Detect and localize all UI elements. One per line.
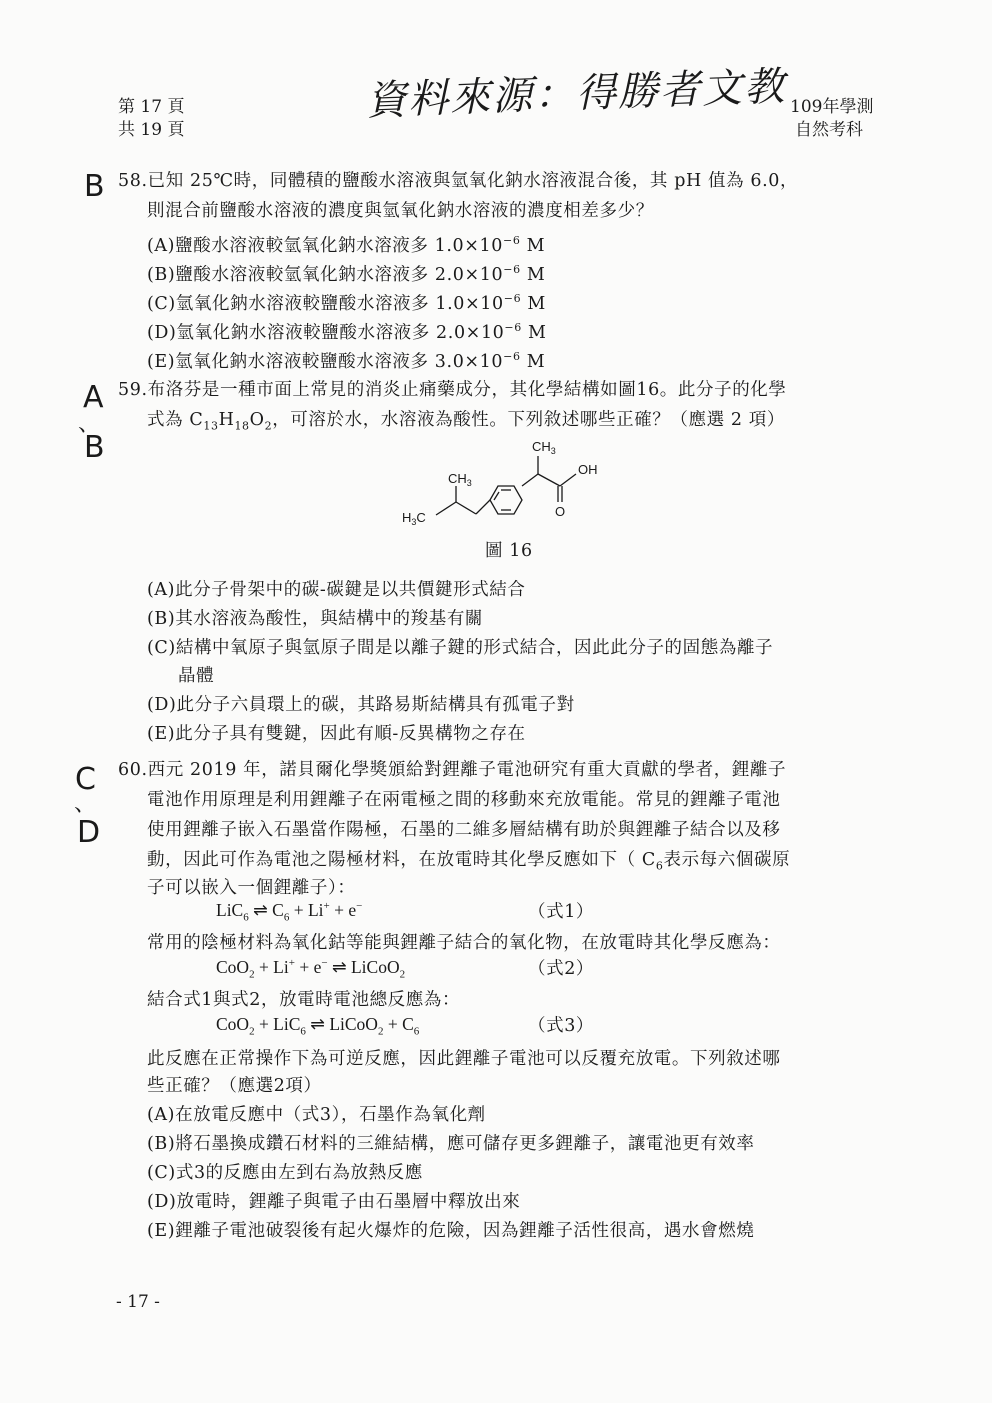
methyl-label-left: $H_3C$: [402, 510, 426, 526]
bond-ch3-ch: [436, 502, 456, 515]
figure-caption: 圖 16: [485, 541, 533, 561]
subject-label: 自然考科: [795, 120, 863, 140]
carbonyl-oxygen-label: O: [555, 504, 566, 519]
source-watermark: 資料來源：得勝者文教: [365, 63, 787, 125]
handwritten-answer-q60-second: D: [77, 815, 101, 850]
methyl-label-top: $CH_3$: [532, 439, 556, 456]
total-pages-label: 共 19 頁: [118, 120, 185, 140]
q59-option-d: (D)此分子六員環上的碳，其路易斯結構具有孤電子對: [147, 695, 575, 715]
q59-stem-line2: 式為 $C_{13}H_{18}O_2$，可溶於水，水溶液為酸性。下列敘述哪些正確？（應選 2 項）: [147, 410, 785, 433]
q60-option-a: (A)在放電反應中（式3），石墨作為氧化劑: [147, 1105, 486, 1125]
handwritten-answer-q58: B: [84, 169, 105, 204]
equation-3: CoO$_2$ + LiC$_6$ ⇌ LiCoO$_2$ + $C_6$: [216, 1014, 420, 1038]
handwritten-answer-q59-second: B: [84, 430, 105, 465]
q59-option-b: (B)其水溶液為酸性，與結構中的羧基有關: [147, 609, 484, 629]
q59-option-a: (A)此分子骨架中的碳-碳鍵是以共價鍵形式結合: [147, 580, 526, 600]
hydroxyl-label: OH: [578, 462, 598, 477]
bond-c-oh: [560, 474, 576, 486]
equation-3-label: （式3）: [528, 1016, 595, 1036]
q60-stem-line4: 動，因此可作為電池之陽極材料，在放電時其化學反應如下（ $C_6$表示每六個碳原: [147, 850, 791, 873]
equation-2-label: （式2）: [528, 959, 595, 979]
equation-1: LiC$_6$ ⇌ $C_6 + Li^+ + e^-$: [216, 900, 363, 924]
q60-option-b: (B)將石墨換成鑽石材料的三維結構，應可儲存更多鋰離子，讓電池更有效率: [147, 1134, 755, 1154]
handwritten-answer-q60-separator: 、: [74, 792, 97, 817]
bond-ch2-ring: [476, 500, 490, 514]
q60-option-c: (C)式3的反應由左到右為放熱反應: [147, 1163, 423, 1183]
q58-option-a: (A)鹽酸水溶液較氫氧化鈉水溶液多 $1.0\times 10^{-6}$ M: [147, 234, 546, 256]
q60-option-e: (E)鋰離子電池破裂後有起火爆炸的危險，因為鋰離子活性很高，遇水會燃燒: [147, 1221, 755, 1241]
handwritten-answer-q59-separator: 、: [78, 412, 101, 437]
ibuprofen-structure-diagram: [398, 438, 618, 526]
q60-stem-line8: 此反應在正常操作下為可逆反應，因此鋰離子電池可以反覆充放電。下列敘述哪: [147, 1049, 781, 1069]
bond-ch-cooh: [538, 474, 560, 486]
equation-1-label: （式1）: [528, 902, 595, 922]
q60-stem-line2: 電池作用原理是利用鋰離子在兩電極之間的移動來充放電能。常見的鋰離子電池: [147, 790, 781, 810]
q58-stem-line2: 則混合前鹽酸水溶液的濃度與氫氧化鈉水溶液的濃度相差多少？: [147, 201, 654, 221]
q60-option-d: (D)放電時，鋰離子與電子由石墨層中釋放出來: [147, 1192, 521, 1212]
q60-stem-line7: 結合式1與式2，放電時電池總反應為：: [147, 990, 461, 1010]
q60-stem-line3: 使用鋰離子嵌入石墨當作陽極，石墨的二維多層結構有助於與鋰離子結合以及移: [147, 820, 781, 840]
q60-stem-line9: 些正確？（應選2項）: [147, 1076, 322, 1096]
q58-option-d: (D)氫氧化鈉水溶液較鹽酸水溶液多 $2.0\times 10^{-6}$ M: [147, 321, 547, 343]
q60-stem-line6: 常用的陰極材料為氧化鈷等能與鋰離子結合的氧化物，在放電時其化學反應為：: [147, 933, 781, 953]
ring-double-bond-3: [494, 492, 499, 500]
footer-page-number: - 17 -: [116, 1292, 160, 1312]
q58-option-e: (E)氫氧化鈉水溶液較鹽酸水溶液多 $3.0\times 10^{-6}$ M: [147, 350, 546, 372]
methyl-label-mid: $CH_3$: [448, 471, 472, 488]
bond-ch-ch2: [456, 502, 476, 514]
q58-option-b: (B)鹽酸水溶液較氫氧化鈉水溶液多 $2.0\times 10^{-6}$ M: [147, 263, 546, 285]
q59-option-c: (C)結構中氧原子與氫原子間是以離子鍵的形式結合，因此此分子的固態為離子: [147, 638, 774, 658]
exam-year-label: 109年學測: [790, 97, 874, 117]
page-number-label: 第 17 頁: [118, 97, 185, 117]
q59-option-e: (E)此分子具有雙鍵，因此有順-反異構物之存在: [147, 724, 526, 744]
q59-option-c-cont: 晶體: [178, 666, 215, 686]
q60-stem-line5: 子可以嵌入一個鋰離子）：: [147, 878, 356, 898]
q58-option-c: (C)氫氧化鈉水溶液較鹽酸水溶液多 $1.0\times 10^{-6}$ M: [147, 292, 546, 314]
bond-ring-ch: [522, 474, 538, 486]
q60-stem-line1: 60.西元 2019 年，諾貝爾化學獎頒給對鋰離子電池研究有重大貢獻的學者，鋰離子: [118, 760, 787, 780]
handwritten-answer-q59-first: A: [83, 380, 104, 415]
handwritten-answer-q60-first: C: [75, 762, 96, 797]
q59-stem-line1: 59.布洛芬是一種市面上常見的消炎止痛藥成分，其化學結構如圖16。此分子的化學: [118, 380, 787, 400]
equation-2: CoO$_2$ + Li+ + e− ⇌ LiCoO$_2$: [216, 957, 406, 981]
q58-stem-line1: 58.已知 25℃時，同體積的鹽酸水溶液與氫氧化鈉水溶液混合後，其 pH 值為 6.0，: [118, 171, 799, 191]
